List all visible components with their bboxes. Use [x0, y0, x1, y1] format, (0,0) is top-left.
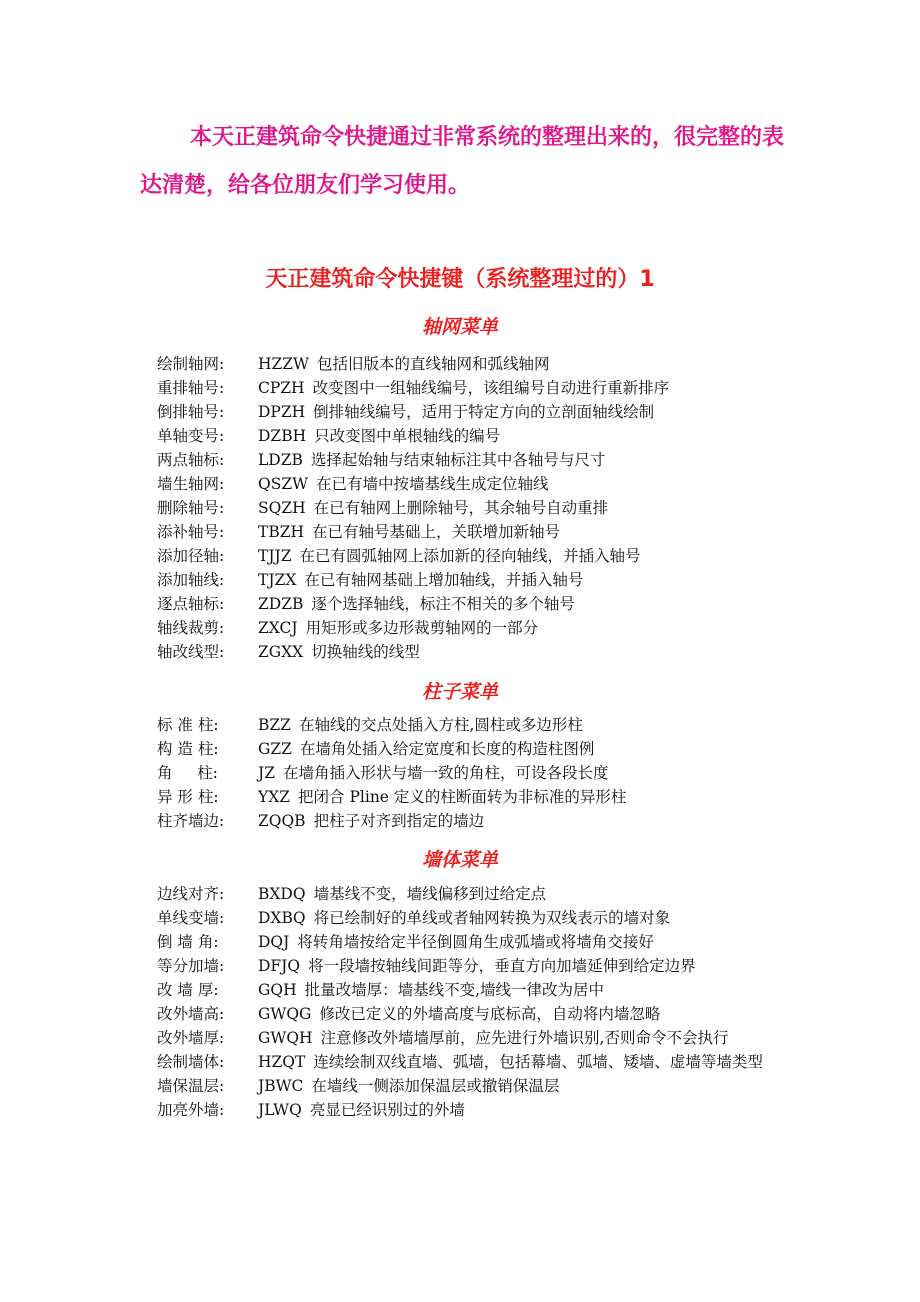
command-description: 在墙角处插入给定宽度和长度的构造柱图例 [299, 740, 595, 758]
command-row [157, 978, 777, 1002]
command-text [258, 1098, 777, 1122]
command-row [157, 809, 777, 833]
command-row [157, 472, 777, 496]
command-label: 倒 墙 角: [157, 933, 219, 951]
command-code: LDZB [258, 451, 303, 469]
command-code: TJZX [258, 571, 297, 589]
command-label: 单轴变号: [157, 427, 225, 445]
command-label: 两点轴标: [157, 451, 225, 469]
command-description: 只改变图中单根轴线的编号 [314, 427, 501, 445]
command-code: GWQG [258, 1005, 312, 1023]
command-description: 改变图中一组轴线编号，该组编号自动进行重新排序 [312, 379, 670, 397]
command-code: JLWQ [258, 1101, 302, 1119]
command-text [258, 954, 777, 978]
command-description: 批量改墙厚：墙基线不变,墙线一律改为居中 [304, 981, 605, 999]
command-label: 添加径轴: [157, 547, 225, 565]
command-label: 轴改线型: [157, 643, 225, 661]
command-text [258, 568, 777, 592]
command-description: 在已有墙中按墙基线生成定位轴线 [316, 475, 549, 493]
command-label: 逐点轴标: [157, 595, 225, 613]
command-row [157, 713, 777, 737]
command-label: 改外墙厚: [157, 1029, 225, 1047]
command-label: 绘制墙体: [157, 1053, 225, 1071]
command-description: 在轴线的交点处插入方柱,圆柱或多边形柱 [298, 716, 583, 734]
command-label: 轴线裁剪: [157, 619, 225, 637]
command-description: 在墙角插入形状与墙一致的角柱，可设各段长度 [282, 764, 609, 782]
command-label: 角 柱: [157, 764, 218, 782]
command-text [258, 785, 777, 809]
command-code: DFJQ [258, 957, 301, 975]
command-code: GQH [258, 981, 297, 999]
command-text [258, 424, 777, 448]
command-row [157, 954, 777, 978]
command-code: ZGXX [258, 643, 304, 661]
command-label: 墙生轴网: [157, 475, 225, 493]
command-text [258, 1026, 777, 1050]
command-text [258, 809, 777, 833]
command-row [157, 761, 777, 785]
command-description: 墙基线不变，墙线偏移到过给定点 [313, 885, 547, 903]
command-row [157, 520, 777, 544]
command-label: 倒排轴号: [157, 403, 225, 421]
command-description: 选择起始轴与结束轴标注其中各轴号与尺寸 [310, 451, 606, 469]
command-label: 重排轴号: [157, 379, 225, 397]
command-code: HZQT [258, 1053, 306, 1071]
command-code: TJJZ [258, 547, 292, 565]
command-row [157, 1050, 777, 1074]
command-label: 标 准 柱: [157, 716, 219, 734]
command-description: 把闭合 Pline 定义的柱断面转为非标准的异形柱 [298, 788, 627, 806]
command-label: 加亮外墙: [157, 1101, 225, 1119]
command-label: 等分加墙: [157, 957, 225, 975]
command-text [258, 978, 777, 1002]
command-description: 在已有轴网上删除轴号，其余轴号自动重排 [313, 499, 609, 517]
command-code: DQJ [258, 933, 290, 951]
command-code: JZ [258, 764, 275, 782]
command-text [258, 352, 777, 376]
command-description: 将一段墙按轴线间距等分，垂直方向加墙延伸到给定边界 [308, 957, 696, 975]
command-label: 异 形 柱: [157, 788, 219, 806]
command-description: 把柱子对齐到指定的墙边 [313, 812, 485, 830]
command-row [157, 1074, 777, 1098]
command-row [157, 906, 777, 930]
command-row [157, 544, 777, 568]
document-title: 天正建筑命令快捷键（系统整理过的）1 [265, 267, 655, 292]
command-code: TBZH [258, 523, 305, 541]
command-description: 亮显已经识别过的外墙 [309, 1101, 465, 1119]
command-text [258, 1050, 777, 1074]
command-code: CPZH [258, 379, 305, 397]
command-description: 注意修改外墙墙厚前，应先进行外墙识别,否则命令不会执行 [320, 1029, 729, 1047]
section-rows-axis [157, 352, 777, 664]
section-rows-wall [157, 882, 777, 1122]
command-label: 边线对齐: [157, 885, 225, 903]
command-label: 绘制轴网: [157, 355, 225, 373]
command-code: HZZW [258, 355, 309, 373]
command-description: 切换轴线的线型 [311, 643, 420, 661]
command-label: 删除轴号: [157, 499, 225, 517]
command-text [258, 448, 777, 472]
command-row [157, 785, 777, 809]
command-description: 在墙线一侧添加保温层或撤销保温层 [311, 1077, 560, 1095]
command-text [258, 713, 777, 737]
command-label: 改外墙高: [157, 1005, 225, 1023]
command-label: 柱齐墙边: [157, 812, 225, 830]
command-code: ZQQB [258, 812, 306, 830]
command-label: 单线变墙: [157, 909, 225, 927]
command-code: BZZ [258, 716, 291, 734]
command-row [157, 882, 777, 906]
command-text [258, 882, 777, 906]
command-description: 将转角墙按给定半径倒圆角生成弧墙或将墙角交接好 [297, 933, 654, 951]
command-code: GWQH [258, 1029, 313, 1047]
command-code: DXBQ [258, 909, 306, 927]
command-text [258, 592, 777, 616]
command-text [258, 472, 777, 496]
command-row [157, 592, 777, 616]
section-heading-axis: 轴网菜单 [421, 316, 498, 338]
command-row [157, 1026, 777, 1050]
command-text [258, 520, 777, 544]
command-row [157, 640, 777, 664]
command-row [157, 616, 777, 640]
section-heading-column: 柱子菜单 [421, 681, 498, 703]
command-code: YXZ [258, 788, 291, 806]
command-label: 墙保温层: [157, 1077, 225, 1095]
command-text [258, 496, 777, 520]
command-code: BXDQ [258, 885, 306, 903]
command-code: ZXCJ [258, 619, 298, 637]
command-description: 用矩形或多边形裁剪轴网的一部分 [305, 619, 539, 637]
command-description: 将已绘制好的单线或者轴网转换为双线表示的墙对象 [313, 909, 671, 927]
command-text [258, 906, 777, 930]
command-description: 包括旧版本的直线轴网和弧线轴网 [317, 355, 550, 373]
command-row [157, 424, 777, 448]
command-description: 修改已定义的外墙高度与底标高，自动将内墙忽略 [319, 1005, 661, 1023]
command-description: 倒排轴线编号，适用于特定方向的立剖面轴线绘制 [313, 403, 655, 421]
command-code: JBWC [258, 1077, 304, 1095]
command-text [258, 400, 777, 424]
command-description: 在已有轴网基础上增加轴线，并插入轴号 [304, 571, 584, 589]
command-text [258, 1002, 777, 1026]
command-code: DZBH [258, 427, 307, 445]
command-row [157, 400, 777, 424]
command-row [157, 737, 777, 761]
command-description: 逐个选择轴线，标注不相关的多个轴号 [311, 595, 575, 613]
command-text [258, 1074, 777, 1098]
command-row [157, 1098, 777, 1122]
command-description: 连续绘制双线直墙、弧墙，包括幕墙、弧墙、矮墙、虚墙等墙类型 [313, 1053, 763, 1071]
command-row [157, 568, 777, 592]
command-code: DPZH [258, 403, 306, 421]
command-label: 改 墙 厚: [157, 981, 219, 999]
command-code: SQZH [258, 499, 306, 517]
command-label: 构 造 柱: [157, 740, 219, 758]
command-description: 在已有轴号基础上，关联增加新轴号 [312, 523, 561, 541]
command-row [157, 352, 777, 376]
command-row [157, 376, 777, 400]
intro-paragraph: 本天正建筑命令快捷通过非常系统的整理出来的，很完整的表达清楚，给各位朋友们学习使用。 [140, 125, 785, 198]
command-text [258, 616, 777, 640]
command-row [157, 448, 777, 472]
command-code: QSZW [258, 475, 309, 493]
command-code: GZZ [258, 740, 292, 758]
command-text [258, 930, 777, 954]
command-text [258, 640, 777, 664]
command-row [157, 496, 777, 520]
command-text [258, 544, 777, 568]
command-code: ZDZB [258, 595, 304, 613]
command-row [157, 1002, 777, 1026]
command-label: 添加轴线: [157, 571, 225, 589]
command-description: 在已有圆弧轴网上添加新的径向轴线，并插入轴号 [299, 547, 641, 565]
command-row [157, 930, 777, 954]
command-label: 添补轴号: [157, 523, 225, 541]
command-text [258, 737, 777, 761]
section-heading-wall: 墙体菜单 [421, 849, 498, 871]
command-text [258, 376, 777, 400]
section-rows-column [157, 713, 777, 833]
command-text [258, 761, 777, 785]
